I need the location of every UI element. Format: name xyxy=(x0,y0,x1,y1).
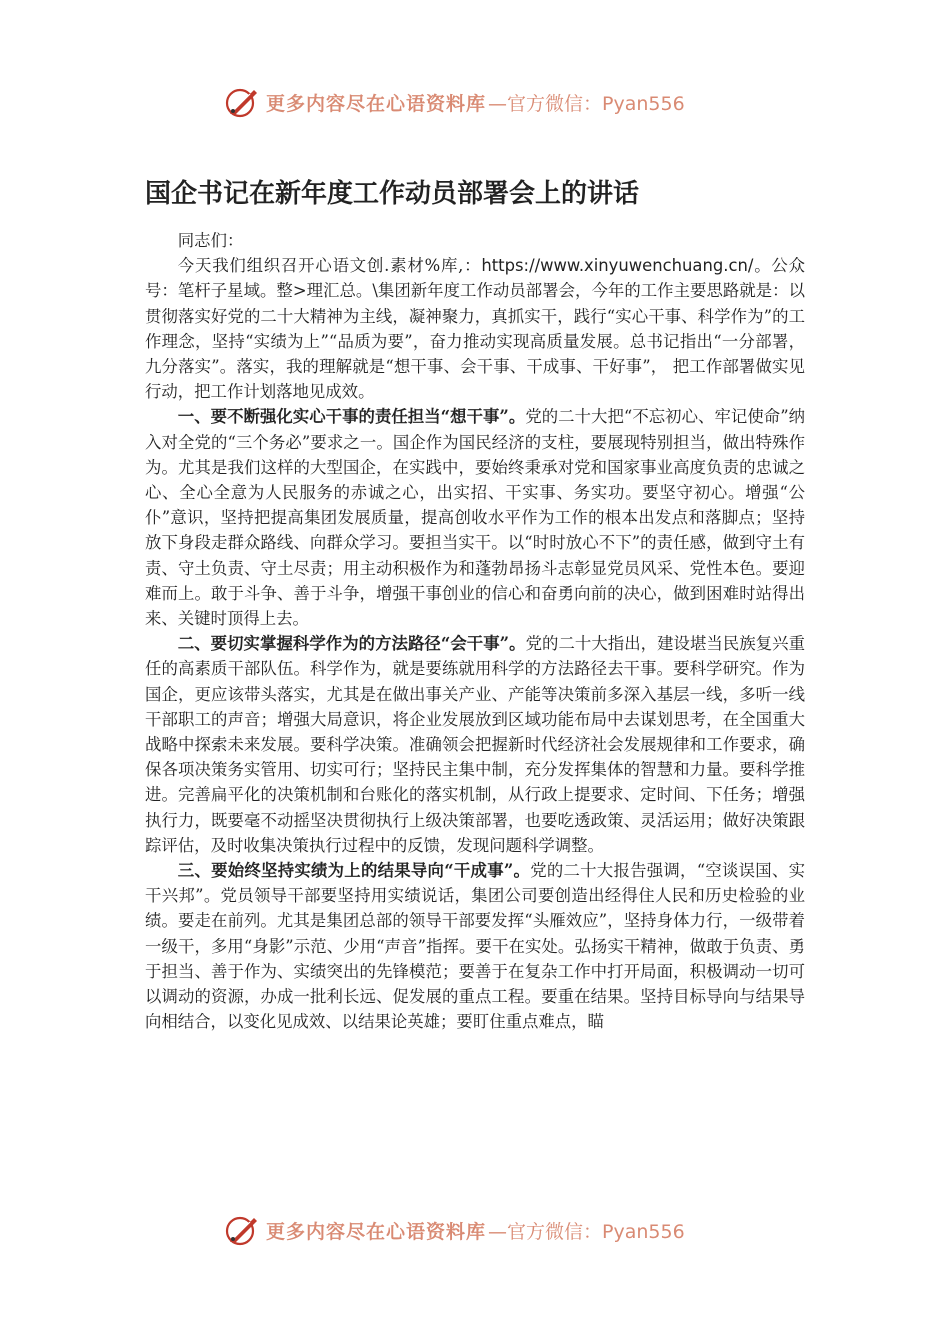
intro-text-pre: 今天我们组织召开心语文创.素材%库,： xyxy=(177,256,482,276)
website-url: https://www.xinyuwenchuang.cn/ xyxy=(481,256,754,276)
section-3-heading: 三、要始终坚持实绩为上的结果导向“干成事”。 xyxy=(177,861,531,881)
paragraph-section-2 xyxy=(145,631,805,858)
footer-banner xyxy=(224,1210,744,1250)
section-3-body: 党的二十大报告强调，“空谈误国、实干兴邦”。党员领导干部要坚持用实绩说话，集团公司要创造出经得住人民和历史检验的业绩。要走在前列。尤其是集团总部的领导干部要发挥“头雁效应”，坚持身体力行，一级带着一级干，多用“身影”示范、少用“声音”指挥。要干在实处。弘扬实干精神，做敢于负责、勇于担当、善于作为、实绩突出的先锋模范；要善于在复杂工作中打开局面，积极调动一切可以调动的资源，办成一批利长远、促发展的重点工程。要重在结果。坚持目标导向与结果导向相结合，以变化见成效、以结果论英雄；要盯住重点难点，瞄 xyxy=(145,861,805,1032)
quill-logo-icon xyxy=(224,1212,260,1248)
document-title: 国企书记在新年度工作动员部署会上的讲话 xyxy=(145,179,640,209)
section-2-body: 党的二十大指出，建设堪当民族复兴重任的高素质干部队伍。科学作为，就是要练就用科学的方法路径去干事。要科学研究。作为国企，更应该带头落实，尤其是在做出事关产业、产能等决策前多深入基层一线，多听一线干部职工的声音；增强大局意识，将企业发展放到区域功能布局中去谋划思考，在全国重大战略中探索未来发展。要科学决策。准确领会把握新时代经济社会发展规律和工作要求，确保各项决策务实管用、切实可行；坚持民主集中制，充分发挥集体的智慧和力量。要科学推进。完善扁平化的决策机制和台账化的落实机制，从行政上提要求、定时间、下任务；增强执行力，既要毫不动摇坚决贯彻执行上级决策部署，也要吃透政策、灵活运用；做好决策跟踪评估，及时收集决策执行过程中的反馈，发现问题科学调整。 xyxy=(145,634,805,855)
salutation: 同志们： xyxy=(177,231,244,250)
banner-contact-text: —官方微信：Pyan556 xyxy=(488,1220,685,1243)
banner-brand-text: 更多内容尽在心语资料库 xyxy=(266,92,487,115)
intro-text-post: 。公众号：笔杆子星域。整>理汇总。\集团新年度工作动员部署会，今年的工作主要思路就是：以贯彻落实好党的二十大精神为主线，凝神聚力，真抓实干，践行“实心干事、科学作为”的工作理念，坚持“实绩为上”“品质为要”，奋力推动实现高质量发展。总书记指出“一分部署，九分落实”。落实，我的理解就是“想干事、会干事、干成事、干好事”， 把工作部署做实见行动，把工作计划落地见成效。 xyxy=(145,256,805,402)
paragraph-section-3 xyxy=(145,858,805,1034)
paragraph-intro xyxy=(145,253,805,404)
header-banner xyxy=(224,82,744,122)
document-body xyxy=(145,228,805,1035)
section-1-heading: 一、要不断强化实心干事的责任担当“想干事”。 xyxy=(177,407,526,427)
section-1-body: 党的二十大把“不忘初心、牢记使命”纳入对全党的“三个务必”要求之一。国企作为国民经济的支柱，要展现特别担当，做出特殊作为。尤其是我们这样的大型国企，在实践中，要始终秉承对党和国家事业高度负责的忠诚之心、全心全意为人民服务的赤诚之心，出实招、干实事、务实功。要坚守初心。增强“公仆”意识，坚持把提高集团发展质量，提高创收水平作为工作的根本出发点和落脚点；坚持放下身段走群众路线、向群众学习。要担当实干。以“时时放心不下”的责任感，做到守土有责、守土负责、守土尽责；用主动积极作为和蓬勃昂扬斗志彰显党员风采、党性本色。要迎难而上。敢于斗争、善于斗争，增强干事创业的信心和奋勇向前的决心，做到困难时站得出来、关键时顶得上去。 xyxy=(145,407,805,629)
banner-brand-text: 更多内容尽在心语资料库 xyxy=(266,1220,487,1243)
paragraph-section-1 xyxy=(145,404,805,631)
banner-contact-text: —官方微信：Pyan556 xyxy=(488,92,685,115)
section-2-heading: 二、要切实掌握科学作为的方法路径“会干事”。 xyxy=(177,634,526,654)
quill-logo-icon xyxy=(224,84,260,120)
